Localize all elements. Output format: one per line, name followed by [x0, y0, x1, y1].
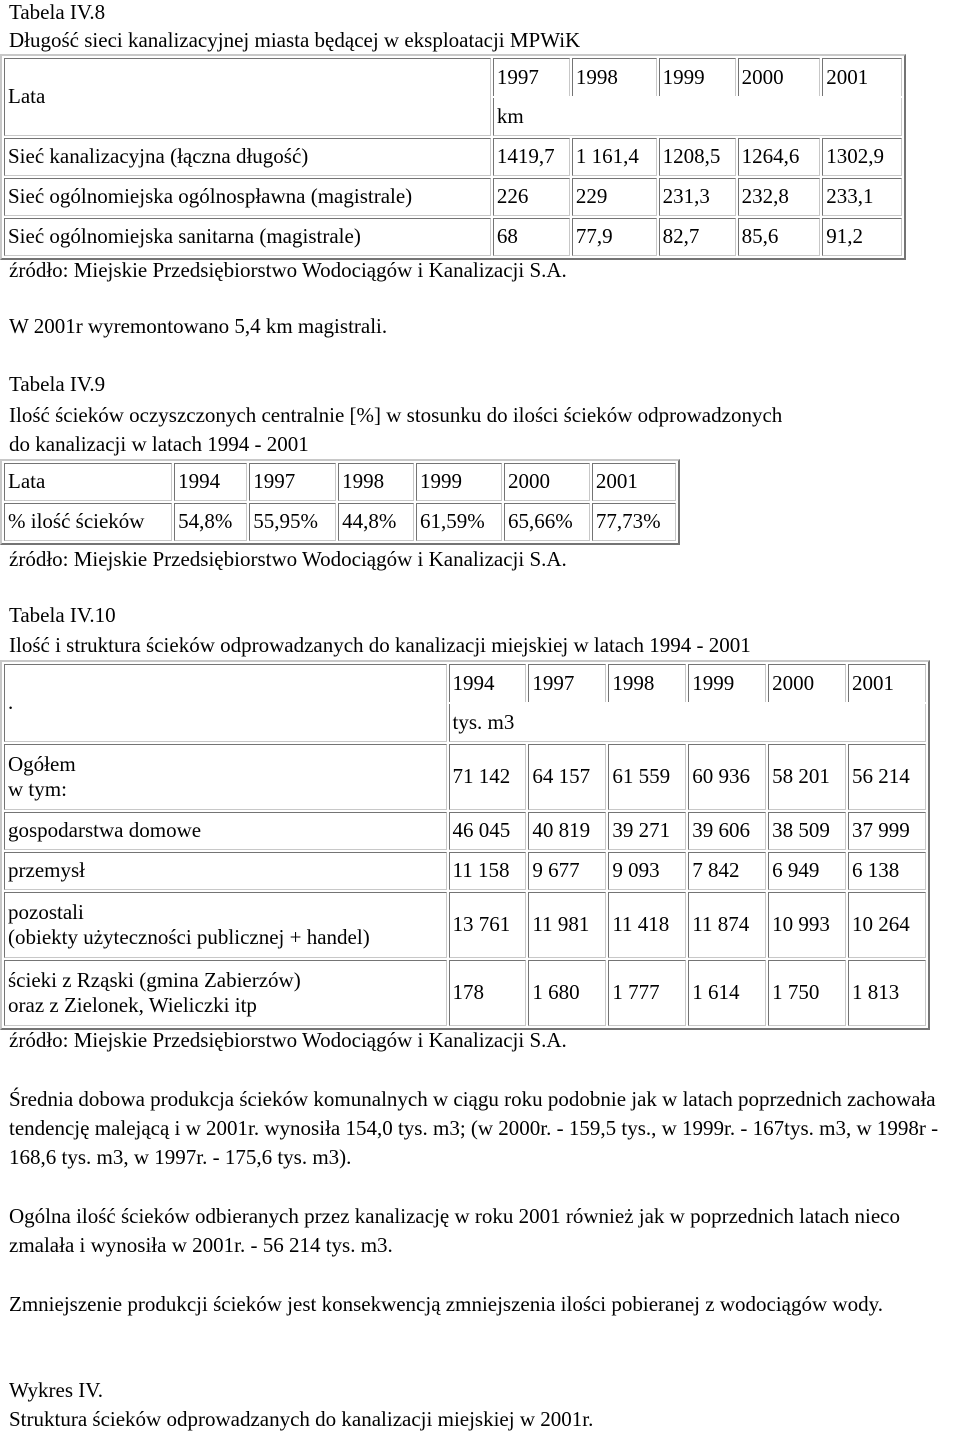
- cell: 10 993: [768, 892, 846, 958]
- cell: 38 509: [768, 812, 846, 850]
- cell: 11 158: [449, 852, 527, 890]
- table-10-year: 1994: [449, 664, 527, 702]
- table-10-year: 2001: [848, 664, 926, 702]
- row-name: % ilość ścieków: [4, 503, 172, 541]
- table-8-note: W 2001r wyremontowano 5,4 km magistrali.: [9, 314, 388, 338]
- table-row: [4, 812, 926, 850]
- cell: 1302,9: [822, 138, 902, 176]
- table-10-source: źródło: Miejskie Przedsiębiorstwo Wodociągów i Kanalizacji S.A.: [9, 1028, 567, 1052]
- cell: 37 999: [848, 812, 926, 850]
- table-10-year: 1998: [608, 664, 686, 702]
- table-9-title-line2: do kanalizacji w latach 1994 - 2001: [9, 432, 309, 456]
- row-name: gospodarstwa domowe: [4, 812, 447, 850]
- table-8-label: Tabela IV.8: [9, 0, 106, 24]
- table-9-title-line1: Ilość ścieków oczyszczonych centralnie [%] w stosunku do ilości ścieków odprowadzonych: [9, 403, 783, 427]
- row-name: przemysł: [4, 852, 447, 890]
- table-row: [4, 218, 902, 256]
- table-8-year: 1997: [493, 58, 570, 96]
- table-9-year: 1994: [174, 463, 247, 501]
- cell: 7 842: [688, 852, 766, 890]
- table-8: [0, 54, 906, 260]
- cell: 39 271: [608, 812, 686, 850]
- cell: 9 093: [608, 852, 686, 890]
- cell: 232,8: [738, 178, 821, 216]
- cell: 1 680: [528, 960, 606, 1026]
- row-name-line2: oraz z Zielonek, Wieliczki itp: [8, 993, 257, 1017]
- table-9-year: 1997: [249, 463, 336, 501]
- cell: 10 264: [848, 892, 926, 958]
- cell: 226: [493, 178, 570, 216]
- table-9-year: 2000: [504, 463, 590, 501]
- table-8-unit: km: [493, 98, 902, 136]
- cell: 40 819: [528, 812, 606, 850]
- table-10-title: Ilość i struktura ścieków odprowadzanych do kanalizacji miejskiej w latach 1994 - 2001: [9, 633, 751, 657]
- table-8-year: 1998: [572, 58, 657, 96]
- table-10-year: 2000: [768, 664, 846, 702]
- cell: 9 677: [528, 852, 606, 890]
- cell: 39 606: [688, 812, 766, 850]
- cell: 91,2: [822, 218, 902, 256]
- cell: 54,8%: [174, 503, 247, 541]
- table-8-head-lata: Lata: [4, 58, 491, 136]
- cell: 178: [449, 960, 527, 1026]
- paragraph: Średnia dobowa produkcja ścieków komunalnych w ciągu roku podobnie jak w latach poprzednich zachowała tendencję malejącą i w 2001r. wynosiła 154,0 tys. m3; (w 2000r. - 159,5 tys., w 1999r. - 167tys. m3, w 1998r - 168,6 tys. m3, w 1997r. - 175,6 tys. m3).: [9, 1087, 939, 1169]
- row-name-line1: pozostali: [8, 899, 84, 924]
- cell: 1419,7: [493, 138, 570, 176]
- table-10-unit: tys. m3: [449, 704, 926, 742]
- cell: 6 949: [768, 852, 846, 890]
- row-name: [4, 960, 447, 1026]
- table-row: [4, 503, 676, 541]
- cell: 71 142: [449, 744, 527, 810]
- cell: 77,73%: [592, 503, 676, 541]
- cell: 61,59%: [416, 503, 502, 541]
- table-row: [4, 744, 926, 810]
- cell: 56 214: [848, 744, 926, 810]
- table-9-year: 1998: [338, 463, 414, 501]
- cell: 1208,5: [659, 138, 736, 176]
- cell: 82,7: [659, 218, 736, 256]
- cell: 231,3: [659, 178, 736, 216]
- row-name-line1: Ogółem: [8, 751, 76, 776]
- table-9-year: 2001: [592, 463, 676, 501]
- row-name-line2: w tym:: [8, 777, 67, 801]
- table-9-label: Tabela IV.9: [9, 372, 106, 396]
- cell: 11 418: [608, 892, 686, 958]
- table-row: [4, 138, 902, 176]
- row-name-line2: (obiekty użyteczności publicznej + handel): [8, 925, 370, 949]
- table-9: [0, 459, 680, 545]
- cell: 13 761: [449, 892, 527, 958]
- cell: 68: [493, 218, 570, 256]
- table-row: [4, 892, 926, 958]
- table-row: [4, 852, 926, 890]
- cell: 11 981: [528, 892, 606, 958]
- cell: 65,66%: [504, 503, 590, 541]
- row-name-line1: ścieki z Rząski (gmina Zabierzów): [8, 967, 301, 992]
- cell: 1264,6: [738, 138, 821, 176]
- cell: 1 813: [848, 960, 926, 1026]
- cell: 1 161,4: [572, 138, 657, 176]
- table-8-year: 1999: [659, 58, 736, 96]
- cell: 1 614: [688, 960, 766, 1026]
- table-row: [4, 178, 902, 216]
- cell: 61 559: [608, 744, 686, 810]
- row-name: Sieć ogólnomiejska sanitarna (magistrale): [4, 218, 491, 256]
- table-10-year: 1997: [528, 664, 606, 702]
- row-name: [4, 892, 447, 958]
- cell: 77,9: [572, 218, 657, 256]
- table-10-label: Tabela IV.10: [9, 603, 116, 627]
- cell: 1 750: [768, 960, 846, 1026]
- table-10-corner: .: [4, 664, 447, 742]
- table-8-title: Długość sieci kanalizacyjnej miasta będącej w eksploatacji MPWiK: [9, 28, 581, 52]
- row-name: Sieć ogólnomiejska ogólnospławna (magistrale): [4, 178, 491, 216]
- row-name: [4, 744, 447, 810]
- cell: 55,95%: [249, 503, 336, 541]
- cell: 64 157: [528, 744, 606, 810]
- row-name: Sieć kanalizacyjna (łączna długość): [4, 138, 491, 176]
- table-8-source: źródło: Miejskie Przedsiębiorstwo Wodociągów i Kanalizacji S.A.: [9, 258, 567, 282]
- chart-caption-title: Struktura ścieków odprowadzanych do kanalizacji miejskiej w 2001r.: [9, 1407, 594, 1431]
- table-9-head-lata: Lata: [4, 463, 172, 501]
- cell: 233,1: [822, 178, 902, 216]
- cell: 1 777: [608, 960, 686, 1026]
- paragraph: Ogólna ilość ścieków odbieranych przez kanalizację w roku 2001 również jak w poprzednich latach nieco zmalała i wynosiła w 2001r. - 56 214 tys. m3.: [9, 1204, 900, 1257]
- cell: 46 045: [449, 812, 527, 850]
- chart-caption-label: Wykres IV.: [9, 1378, 103, 1402]
- table-9-source: źródło: Miejskie Przedsiębiorstwo Wodociągów i Kanalizacji S.A.: [9, 547, 567, 571]
- cell: 60 936: [688, 744, 766, 810]
- table-10: [0, 660, 930, 1030]
- cell: 11 874: [688, 892, 766, 958]
- table-9-year: 1999: [416, 463, 502, 501]
- cell: 44,8%: [338, 503, 414, 541]
- cell: 6 138: [848, 852, 926, 890]
- cell: 58 201: [768, 744, 846, 810]
- cell: 229: [572, 178, 657, 216]
- paragraph: Zmniejszenie produkcji ścieków jest konsekwencją zmniejszenia ilości pobieranej z wodociągów wody.: [9, 1292, 883, 1316]
- table-8-year: 2001: [822, 58, 902, 96]
- table-row: [4, 960, 926, 1026]
- table-10-year: 1999: [688, 664, 766, 702]
- table-8-year: 2000: [738, 58, 821, 96]
- cell: 85,6: [738, 218, 821, 256]
